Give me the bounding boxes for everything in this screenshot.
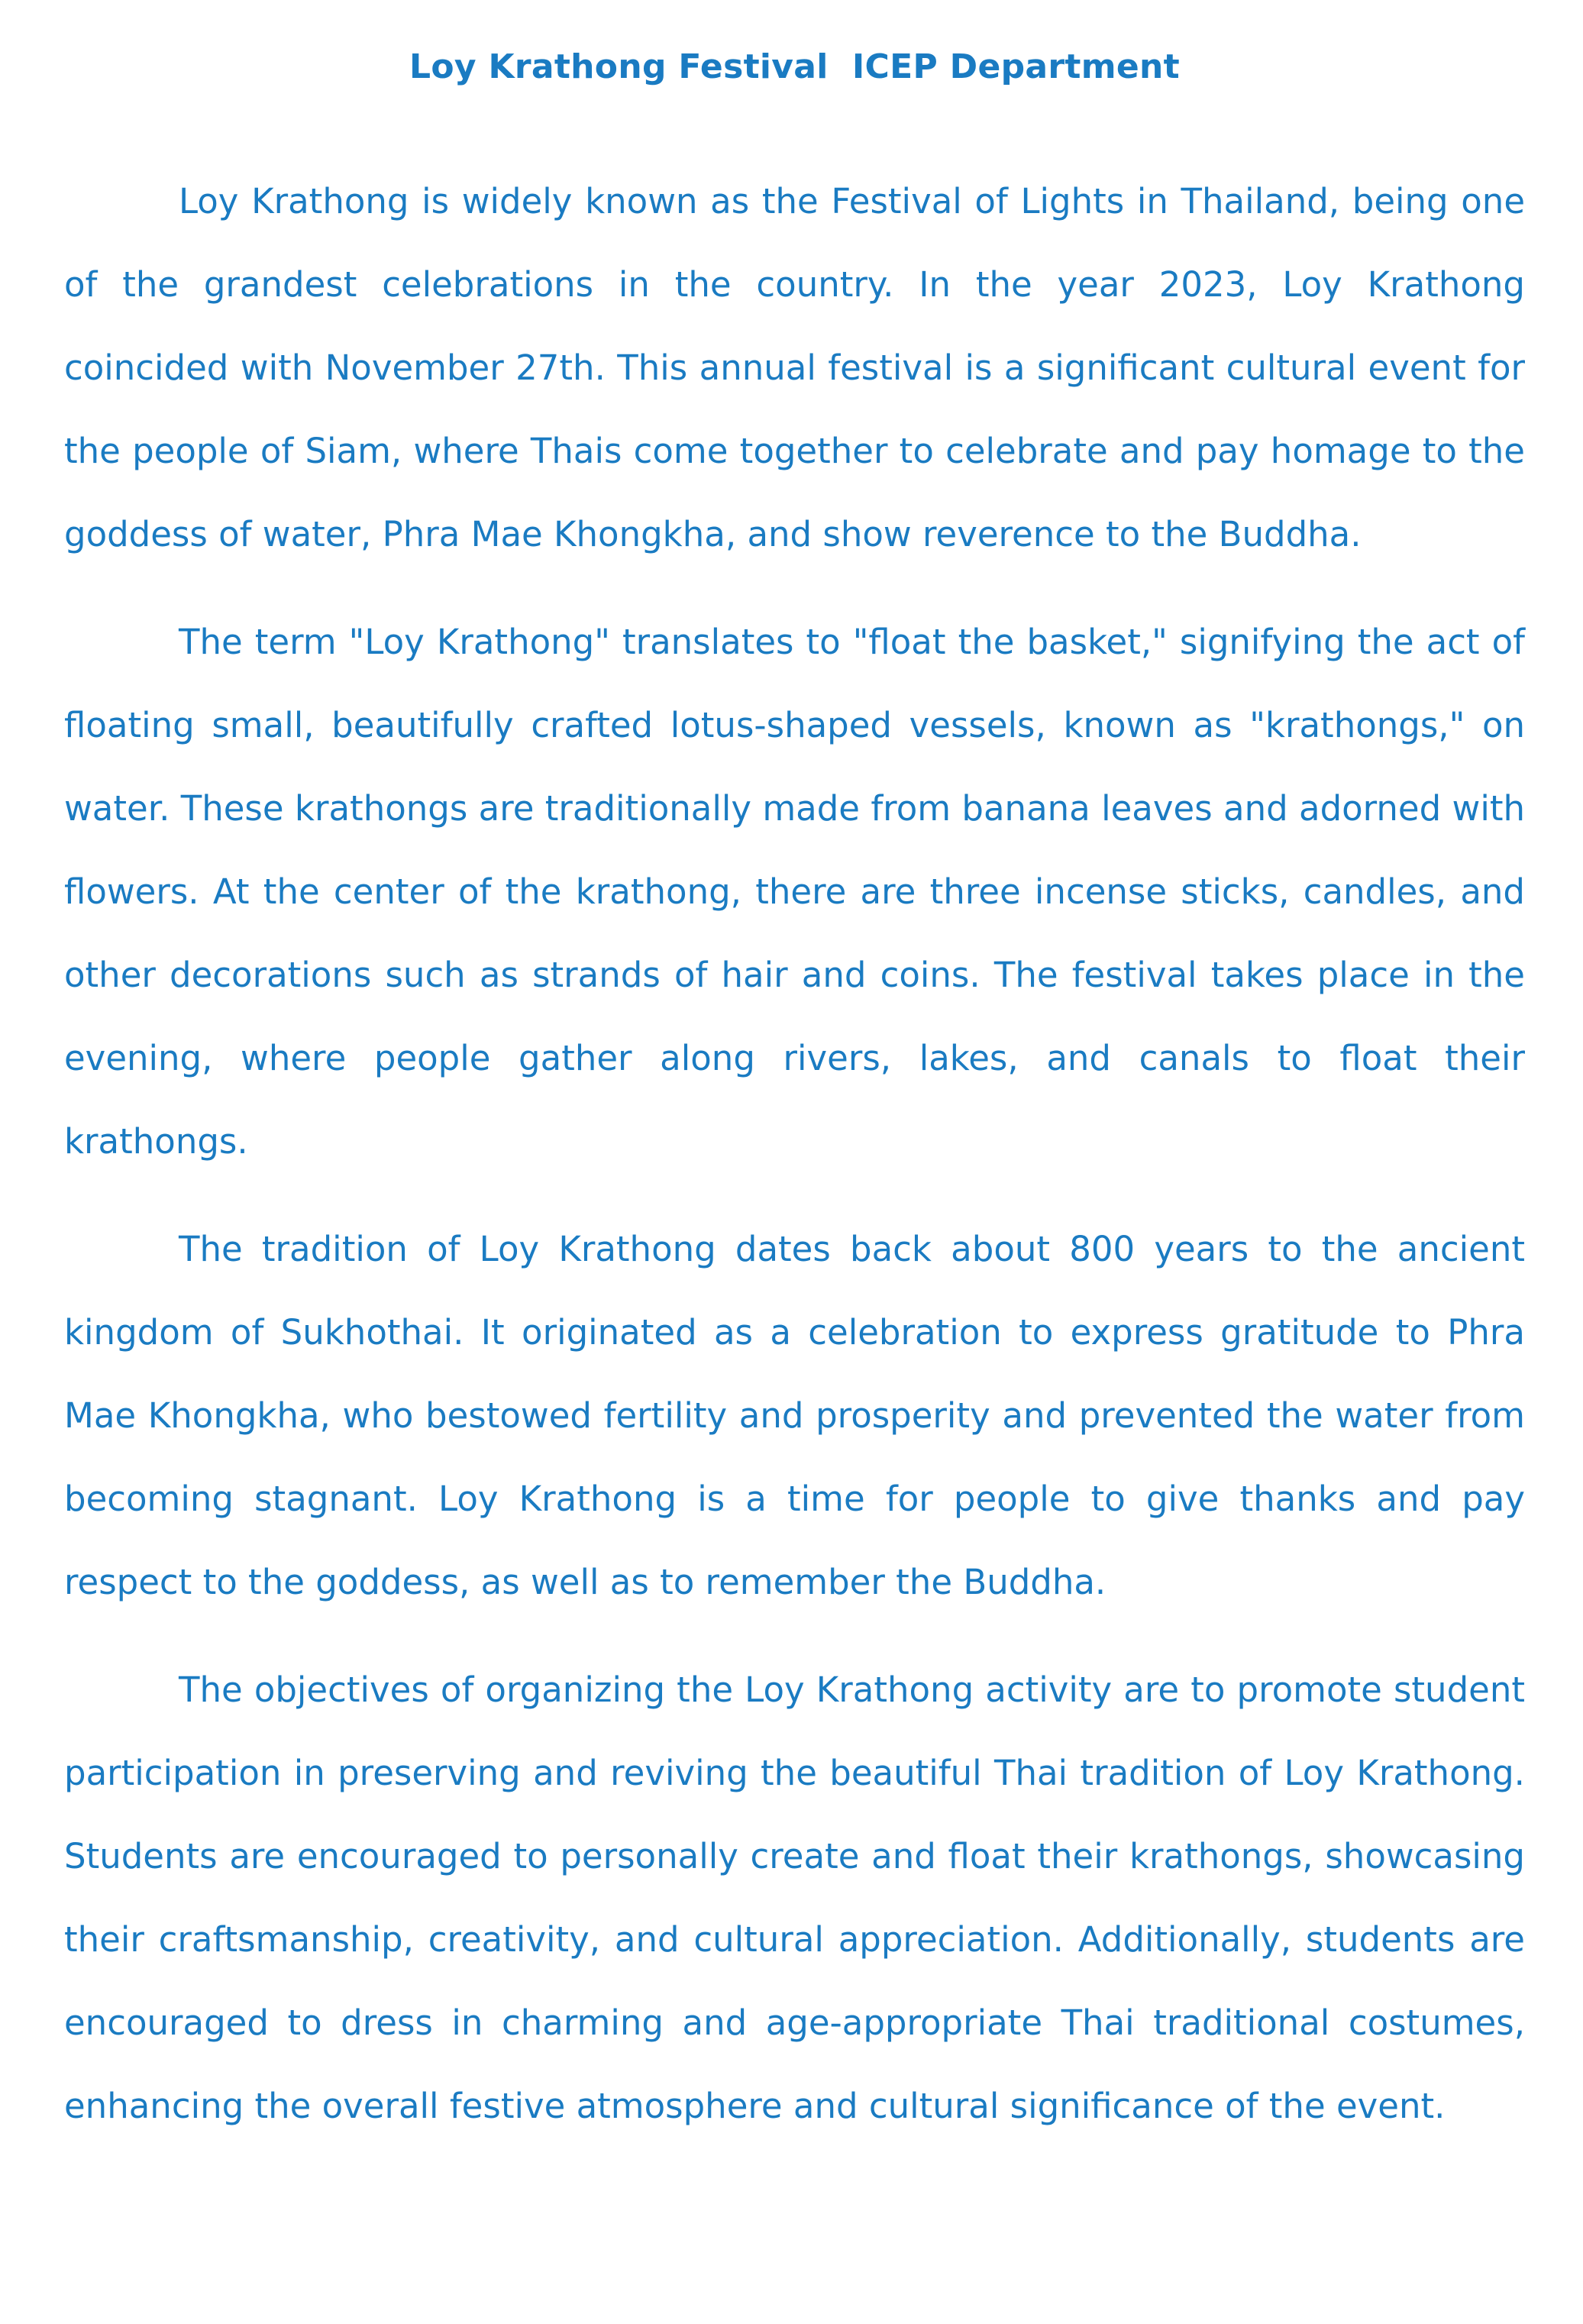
paragraph-objectives: The objectives of organizing the Loy Krathong activity are to promote student participation in preserving and reviving the beautiful Thai tradition of Loy Krathong. Students are encouraged to personally create and float their krathongs, showcasing their craftsmanship, creativity, and cultural appreciation. Additionally, students are encouraged to dress in charming and age-appropriate Thai traditional costumes, enhancing the overall festive atmosphere and cultural significance of the event. [64,1669,1525,2126]
paragraph-history: The tradition of Loy Krathong dates back about 800 years to the ancient kingdom of Sukhothai. It originated as a celebration to express gratitude to Phra Mae Khongkha, who bestowed fertility and prosperity and prevented the water from becoming stagnant. Loy Krathong is a time for people to give thanks and pay respect to the goddess, as well as to remember the Buddha. [64,1228,1525,1602]
paragraph-introduction: Loy Krathong is widely known as the Festival of Lights in Thailand, being one of the grandest celebrations in the country. In the year 2023, Loy Krathong coincided with November 27th. This annual festival is a significant cultural event for the people of Siam, where Thais come together to celebrate and pay homage to the goddess of water, Phra Mae Khongkha, and show reverence to the Buddha. [64,180,1525,554]
paragraph-meaning: The term "Loy Krathong" translates to "float the basket," signifying the act of floating small, beautifully crafted lotus-shaped vessels, known as "krathongs," on water. These krathongs are traditionally made from banana leaves and adorned with flowers. At the center of the krathong, there are three incense sticks, candles, and other decorations such as strands of hair and coins. The festival takes place in the evening, where people gather along rivers, lakes, and canals to float their krathongs. [64,621,1525,1162]
document-title: Loy Krathong Festival ICEP Department [409,47,1180,86]
